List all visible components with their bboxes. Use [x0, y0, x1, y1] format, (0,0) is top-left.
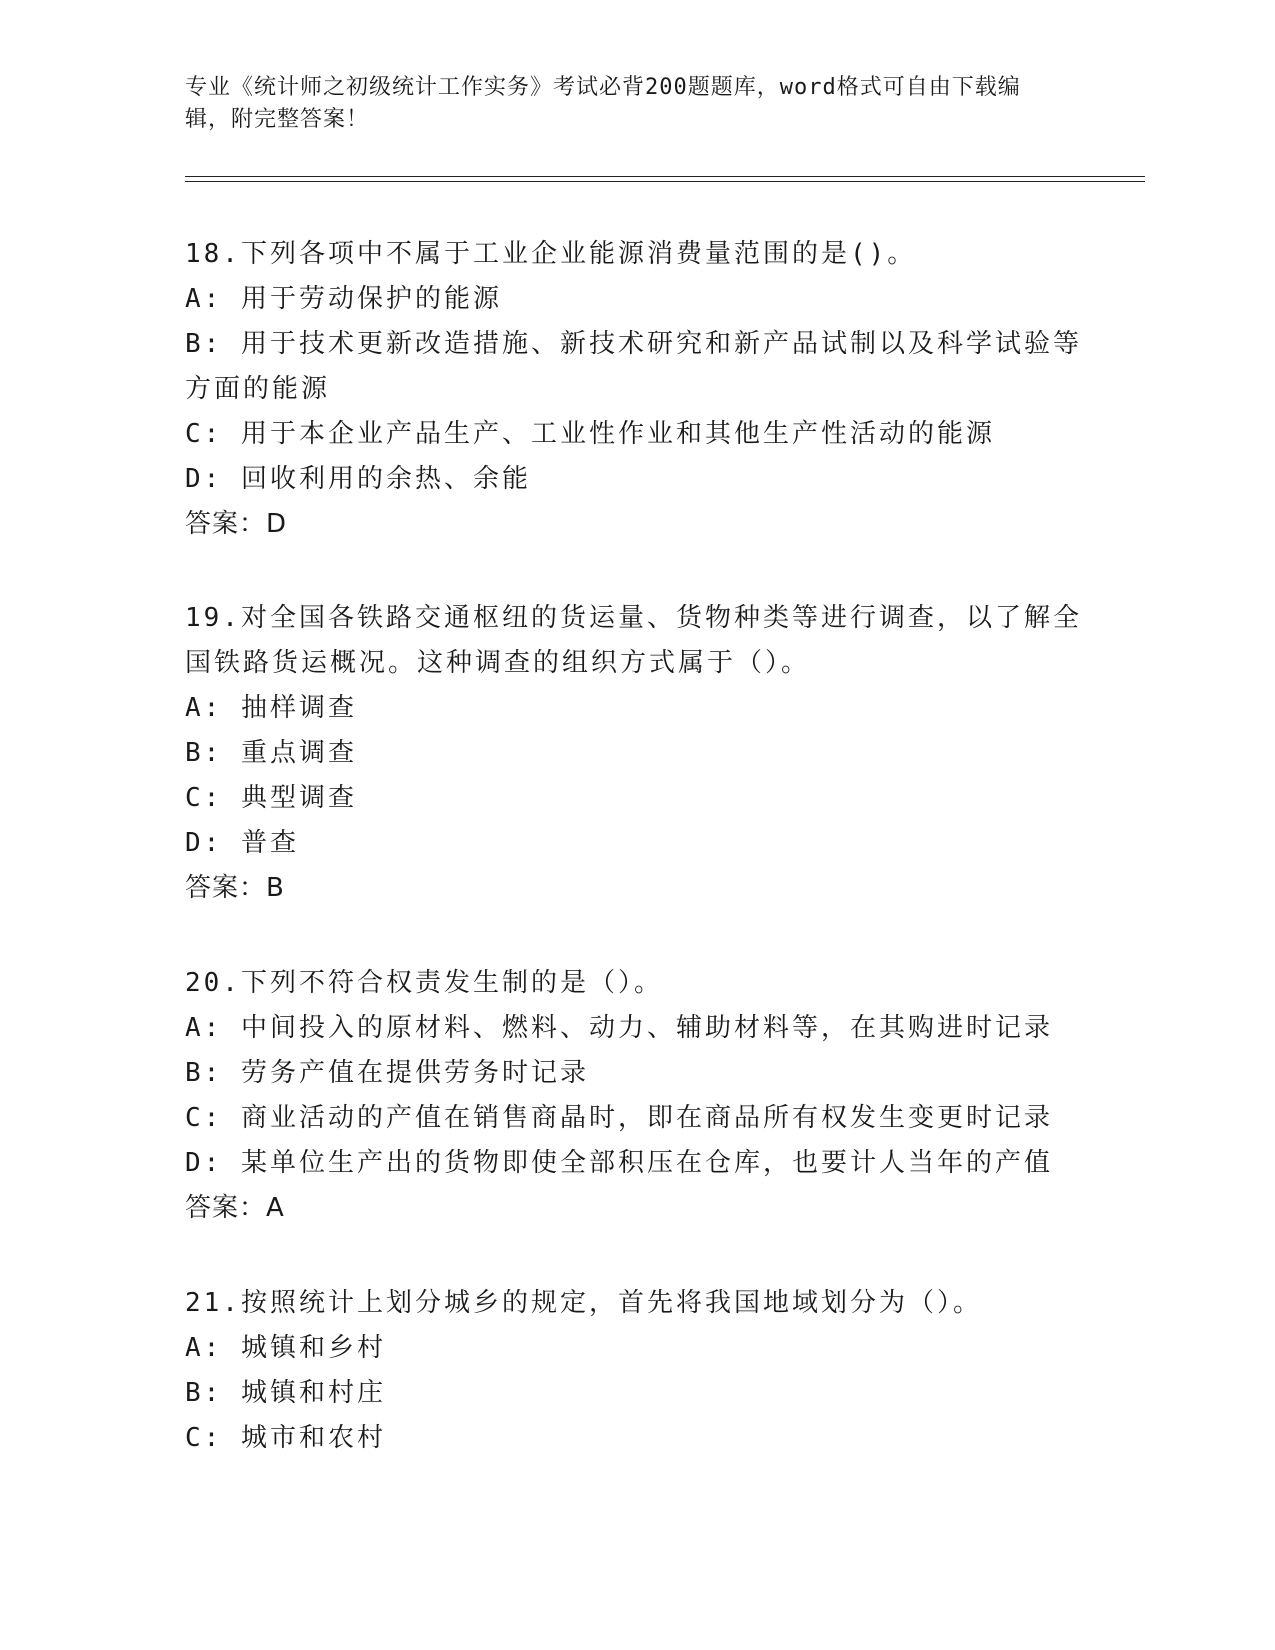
question-stem: 21.按照统计上划分城乡的规定，首先将我国地域划分为（）。: [185, 1288, 982, 1318]
header-divider-bottom: [185, 181, 1145, 182]
answer: 答案：D: [185, 509, 288, 539]
answer: 答案：A: [185, 1193, 285, 1223]
question-18: [185, 232, 1085, 547]
document-header: 专业《统计师之初级统计工作实务》考试必背200题题库，word格式可自由下载编辑，附完整答案！: [185, 75, 1021, 132]
option-b: B: 劳务产值在提供劳务时记录: [185, 1058, 589, 1088]
option-a: A: 抽样调查: [185, 693, 357, 723]
option-a: A: 中间投入的原材料、燃料、动力、辅助材料等，在其购进时记录: [185, 1013, 1053, 1043]
option-c: C: 用于本企业产品生产、工业性作业和其他生产性活动的能源: [185, 419, 995, 449]
question-stem: 18.下列各项中不属于工业企业能源消费量范围的是()。: [185, 239, 917, 269]
question-stem: 19.对全国各铁路交通枢纽的货运量、货物种类等进行调查，以了解全国铁路货运概况。这种调查的组织方式属于（）。: [185, 603, 1082, 678]
header-divider-top: [185, 176, 1145, 177]
question-21: [185, 1281, 1085, 1461]
option-d: D: 回收利用的余热、余能: [185, 464, 531, 494]
option-d: D: 某单位生产出的货物即使全部积压在仓库，也要计人当年的产值: [185, 1148, 1053, 1178]
option-a: A: 用于劳动保护的能源: [185, 284, 502, 314]
option-d: D: 普查: [185, 828, 299, 858]
question-stem: 20.下列不符合权责发生制的是（）。: [185, 968, 663, 998]
option-a: A: 城镇和乡村: [185, 1333, 386, 1363]
question-20: [185, 961, 1085, 1231]
option-b: B: 重点调查: [185, 738, 357, 768]
option-b: B: 用于技术更新改造措施、新技术研究和新产品试制以及科学试验等方面的能源: [185, 329, 1082, 404]
option-c: C: 城市和农村: [185, 1423, 386, 1453]
answer: 答案：B: [185, 873, 285, 903]
option-c: C: 商业活动的产值在销售商晶时，即在商品所有权发生变更时记录: [185, 1103, 1053, 1133]
option-c: C: 典型调查: [185, 783, 357, 813]
question-19: [185, 596, 1085, 911]
option-b: B: 城镇和村庄: [185, 1378, 386, 1408]
